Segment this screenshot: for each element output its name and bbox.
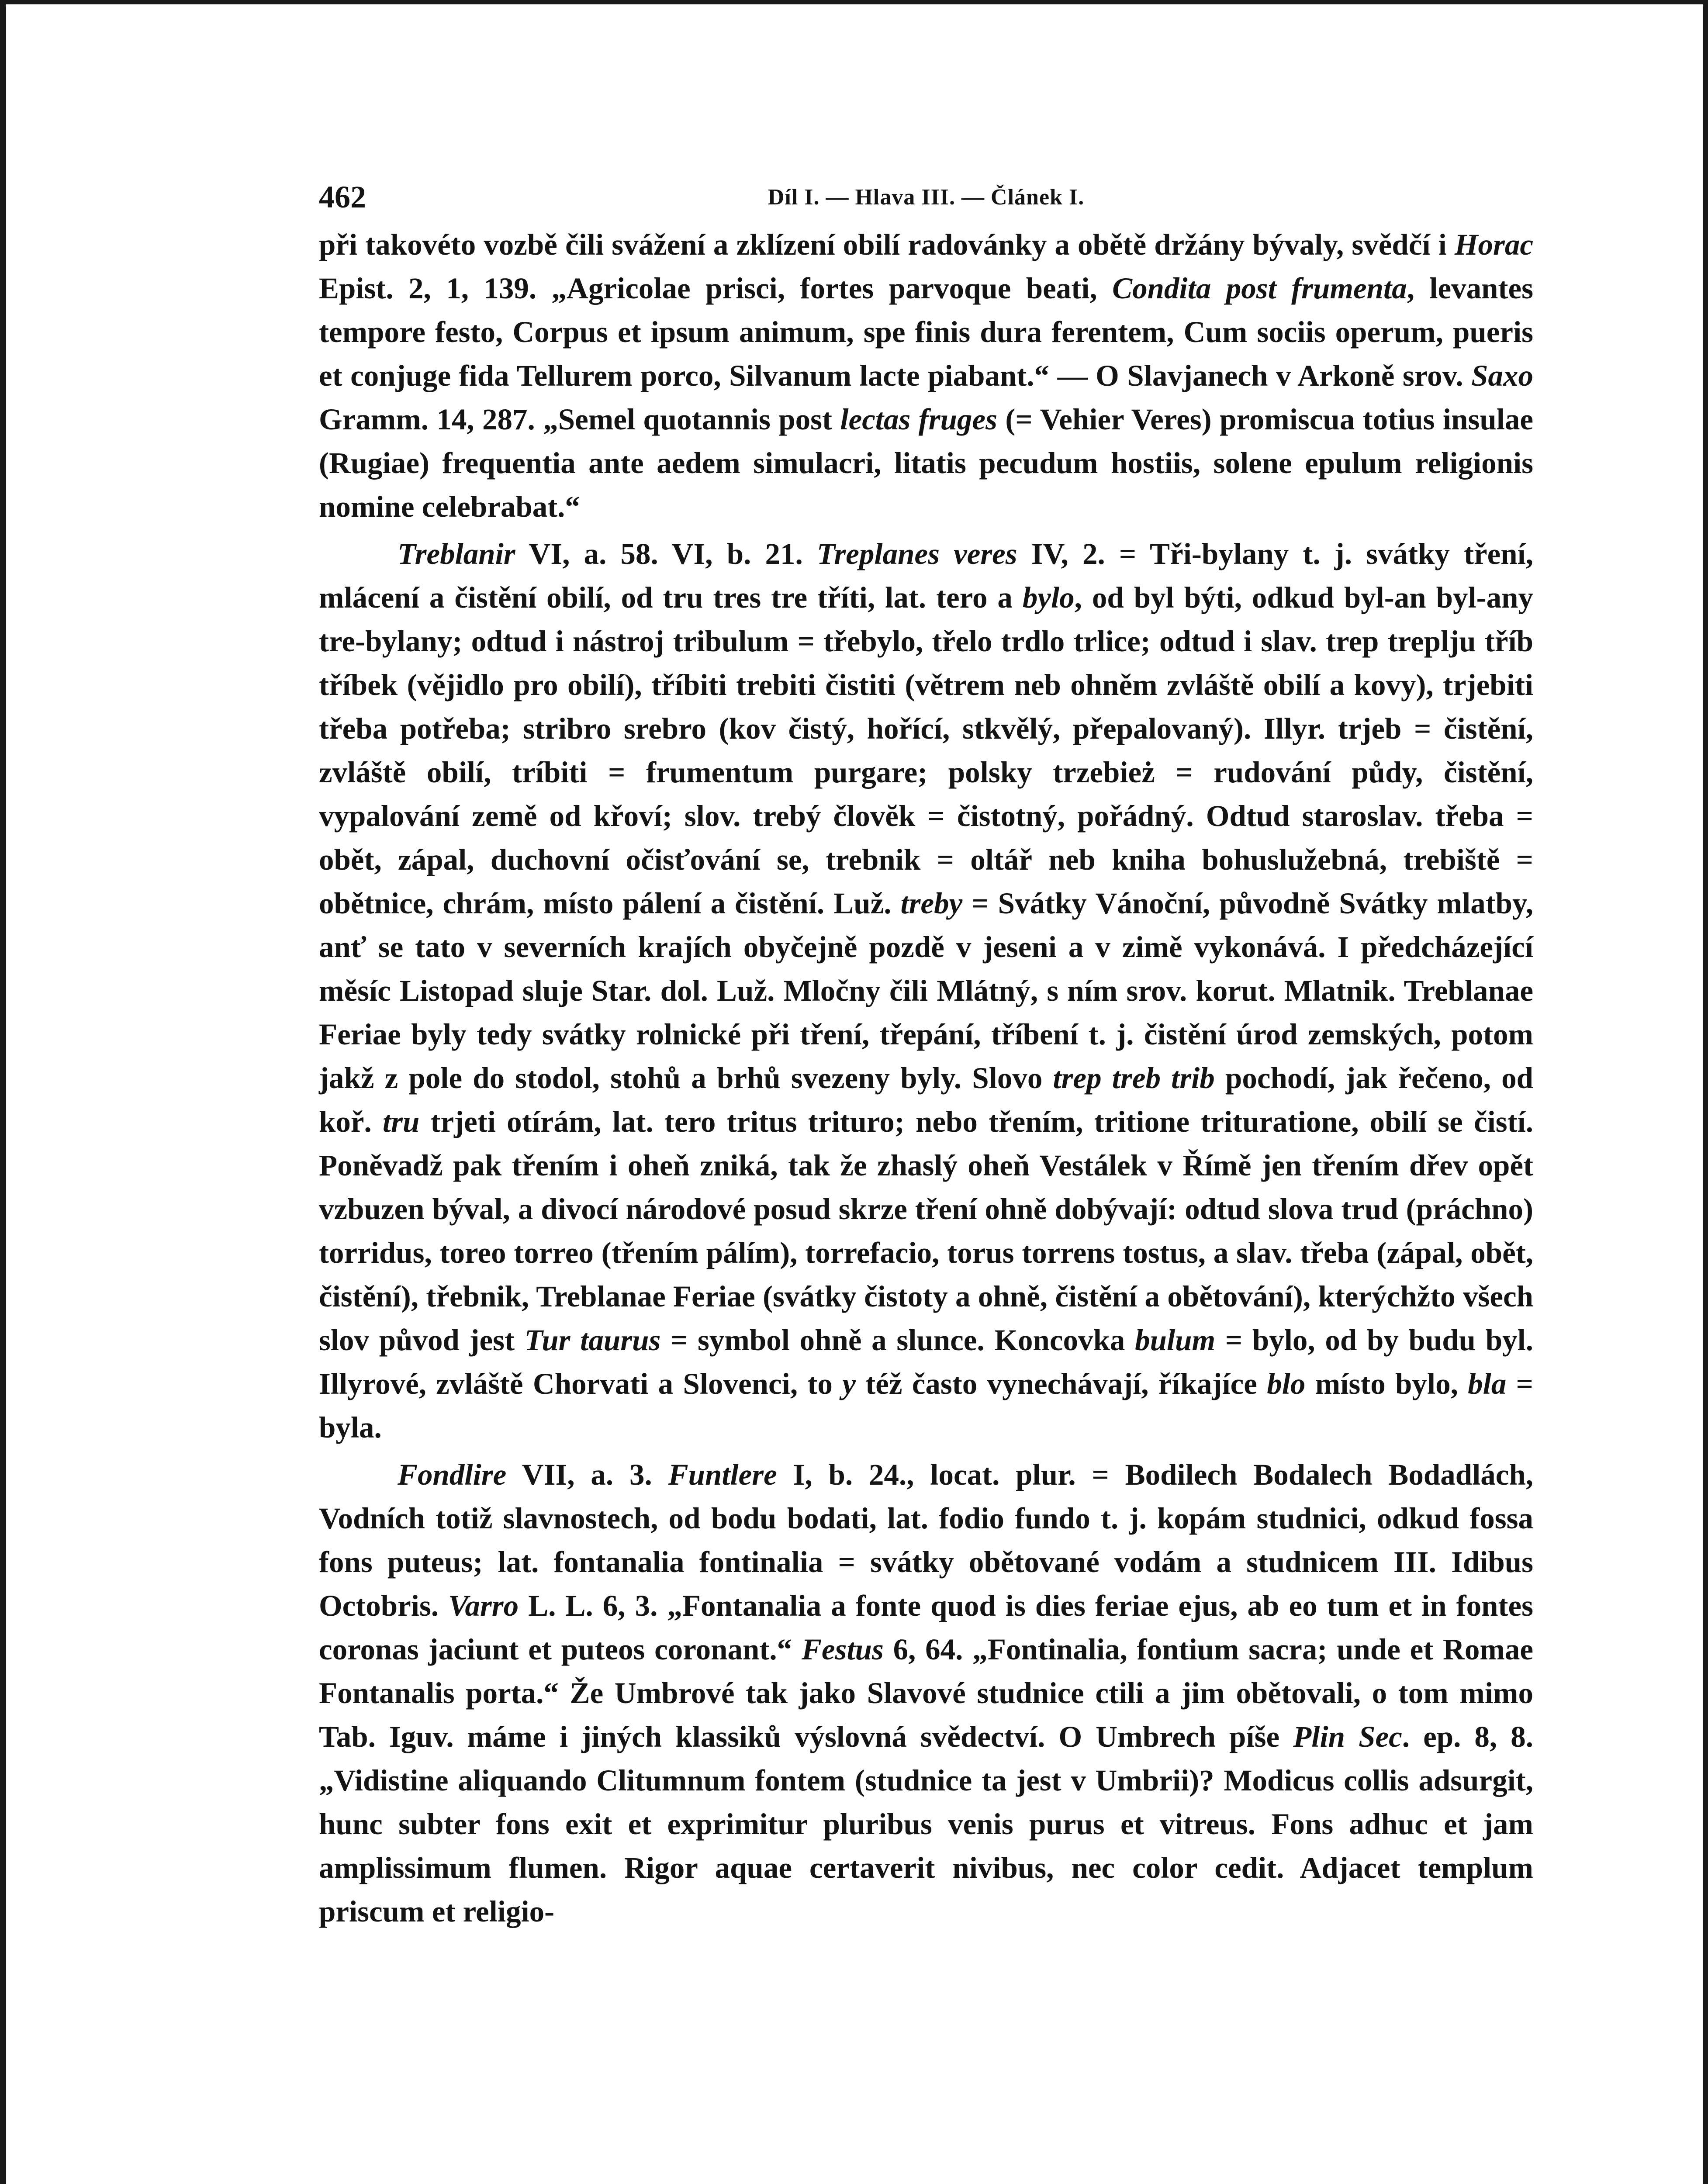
text-run: trjeti otírám, lat. tero tritus trituro; nebo třením, tritione trituratione, obilí se čistí. Poněvadž pak třením i oheň zniká, tak že zhaslý oheň Vestálek v Římě jen třením dřev opět vzbuzen býval, a divocí národové posud skrze tření ohně dobývají: odtud slova trud (práchno) torridus, toreo torreo (třením pálím), torrefacio, torus torrens tostus, a slav. třeba (zápal, obět, čistění), třebnik, Treblanae Feriae (svátky čistoty a ohně, čistění a obětování), kterýchžto všech slov původ jest [319, 1105, 1533, 1357]
text-run: 6, 64. „Fontinalia, fontium sacra; unde et Romae Fontanalis porta.“ Že Umbrové tak jako Slavové studnice ctili a jim obětovali, o tom mimo Tab. Iguv. máme i jiných klassiků výslovná svědectví. O Umbrech píše [319, 1633, 1533, 1753]
text-run: L. L. 6, 3. „Fontanalia a fonte quod is dies feriae ejus, ab eo tum et in fontes coronas jaciunt et puteos coronant.“ [319, 1589, 1533, 1666]
chapter-heading: Díl I. — Hlava III. — Článek I. [768, 185, 1085, 210]
text-run: = byla. [319, 1367, 1533, 1444]
text-run: . ep. 8, 8. „Vidistine aliquando Clitumnum fontem (studnice ta jest v Umbrii)? Modicus collis adsurgit, hunc subter fons exit et exprimitur pluribus venis purus et vitreus. Fons adhuc et jam amplissimum flumen. Rigor aquae certaverit nivibus, nec color cedit. Adjacet templum priscum et religio- [319, 1720, 1533, 1928]
italic-term: Funtlere [668, 1458, 777, 1491]
text-run: při takovéto vozbě čili svážení a zklízení obilí radovánky a obětě držány bývaly, svědčí i [319, 228, 1455, 261]
italic-term: Horac [1454, 228, 1533, 261]
italic-term: Treblanir [398, 537, 515, 570]
italic-term: bulum [1135, 1324, 1216, 1357]
italic-term: bla [1468, 1367, 1507, 1400]
paragraph-2 [319, 532, 1533, 1449]
text-run: , levantes tempore festo, Corpus et ipsum animum, spe finis dura ferentem, Cum sociis operum, pueris et conjuge fida Tellurem porco, Silvanum lacte piabant.“ — O Slavjanech v Arkoně srov. [319, 272, 1533, 392]
page-number: 462 [319, 180, 366, 214]
body-text [319, 223, 1533, 1933]
text-run: místo bylo, [1305, 1367, 1468, 1400]
text-run: Gramm. 14, 287. „Semel quotannis post [319, 403, 840, 436]
book-page [319, 175, 1533, 1933]
text-run: (= Vehier Veres) promiscua totius insulae (Rugiae) frequentia ante aedem simulacri, litatis pecudum hostiis, solene epulum religionis nomine celebrabat.“ [319, 403, 1533, 523]
italic-term: tru [382, 1105, 420, 1138]
paragraph-1 [319, 223, 1533, 529]
italic-term: Plin Sec [1293, 1720, 1402, 1753]
text-run: VI, a. 58. VI, b. 21. [515, 537, 817, 570]
italic-term: trep treb trib [1053, 1061, 1215, 1095]
text-run: = bylo, od by budu byl. Illyrové, zvláště Chorvati a Slovenci, to [319, 1324, 1534, 1400]
italic-term: Fondlire [398, 1458, 507, 1491]
italic-term: y [842, 1367, 856, 1400]
text-run: = Svátky Vánoční, původně Svátky mlatby, anť se tato v severních krajích obyčejně pozdě v jeseni a v zimě vykonává. I předcházející měsíc Listopad sluje Star. dol. Luž. Mločny čili Mlátný, s ním srov. korut. Mlatnik. Treblanae Feriae byly tedy svátky rolnické při tření, třepání, tříbení t. j. čistění úrod zemských, potom jakž z pole do stodol, stohů a brhů svezeny byly. Slovo [319, 887, 1534, 1095]
italic-term: Saxo [1471, 359, 1533, 392]
italic-term: Varro [448, 1589, 519, 1622]
text-run: pochodí, jak řečeno, od koř. [319, 1061, 1533, 1138]
italic-term: Tur taurus [524, 1324, 661, 1357]
text-run: IV, 2. = Tři-bylany t. j. svátky tření, mlácení a čistění obilí, od tru tres tre tříti, lat. tero a [319, 537, 1533, 614]
italic-term: bylo [1022, 581, 1075, 614]
text-run: Epist. 2, 1, 139. „Agricolae prisci, fortes parvoque beati, [319, 272, 1113, 305]
text-run: též často vynechávají, říkajíce [855, 1367, 1267, 1400]
italic-term: Condita post frumenta [1112, 272, 1407, 305]
scan-border-top [0, 0, 1708, 4]
text-run: VII, a. 3. [506, 1458, 668, 1491]
text-run: I, b. 24., locat. plur. = Bodilech Bodalech Bodadlách, Vodních totiž slavnostech, od bodu bodati, lat. fodio fundo t. j. kopám studnici, odkud fossa fons puteus; lat. fontanalia fontinalia = svátky obětované vodám a studnicem III. Idibus Octobris. [319, 1458, 1533, 1622]
text-run: = symbol ohně a slunce. Koncovka [660, 1324, 1135, 1357]
text-run: , od byl býti, odkud byl-an byl-any tre-bylany; odtud i nástroj tribulum = třebylo, třelo trdlo trlice; odtud i slav. trep treplju tříb tříbek (vějidlo pro obilí), tříbiti trebiti čistiti (větrem neb ohněm zvláště obilí a kovy), trjebiti třeba potřeba; stribro srebro (kov čistý, hořící, stkvělý, přepalovaný). Illyr. trjeb = čistění, zvláště obilí, tríbiti = frumentum purgare; polsky trzebież = rudování půdy, čistění, vypalování země od křoví; slov. trebý človĕk = čistotný, pořádný. Odtud staroslav. třeba = obět, zápal, duchovní očisťování se, trebnik = oltář neb kniha bohuslužebná, trebiště = obětnice, chrám, místo pálení a čistění. Luž. [319, 581, 1533, 920]
italic-term: Treplanes veres [816, 537, 1017, 570]
scan-border-left [0, 0, 6, 2184]
paragraph-3 [319, 1453, 1533, 1933]
running-head [319, 175, 1533, 223]
italic-term: Festus [801, 1633, 884, 1666]
italic-term: blo [1267, 1367, 1306, 1400]
italic-term: lectas fruges [840, 403, 997, 436]
scan-border-right [1703, 0, 1708, 2184]
italic-term: treby [900, 887, 963, 920]
